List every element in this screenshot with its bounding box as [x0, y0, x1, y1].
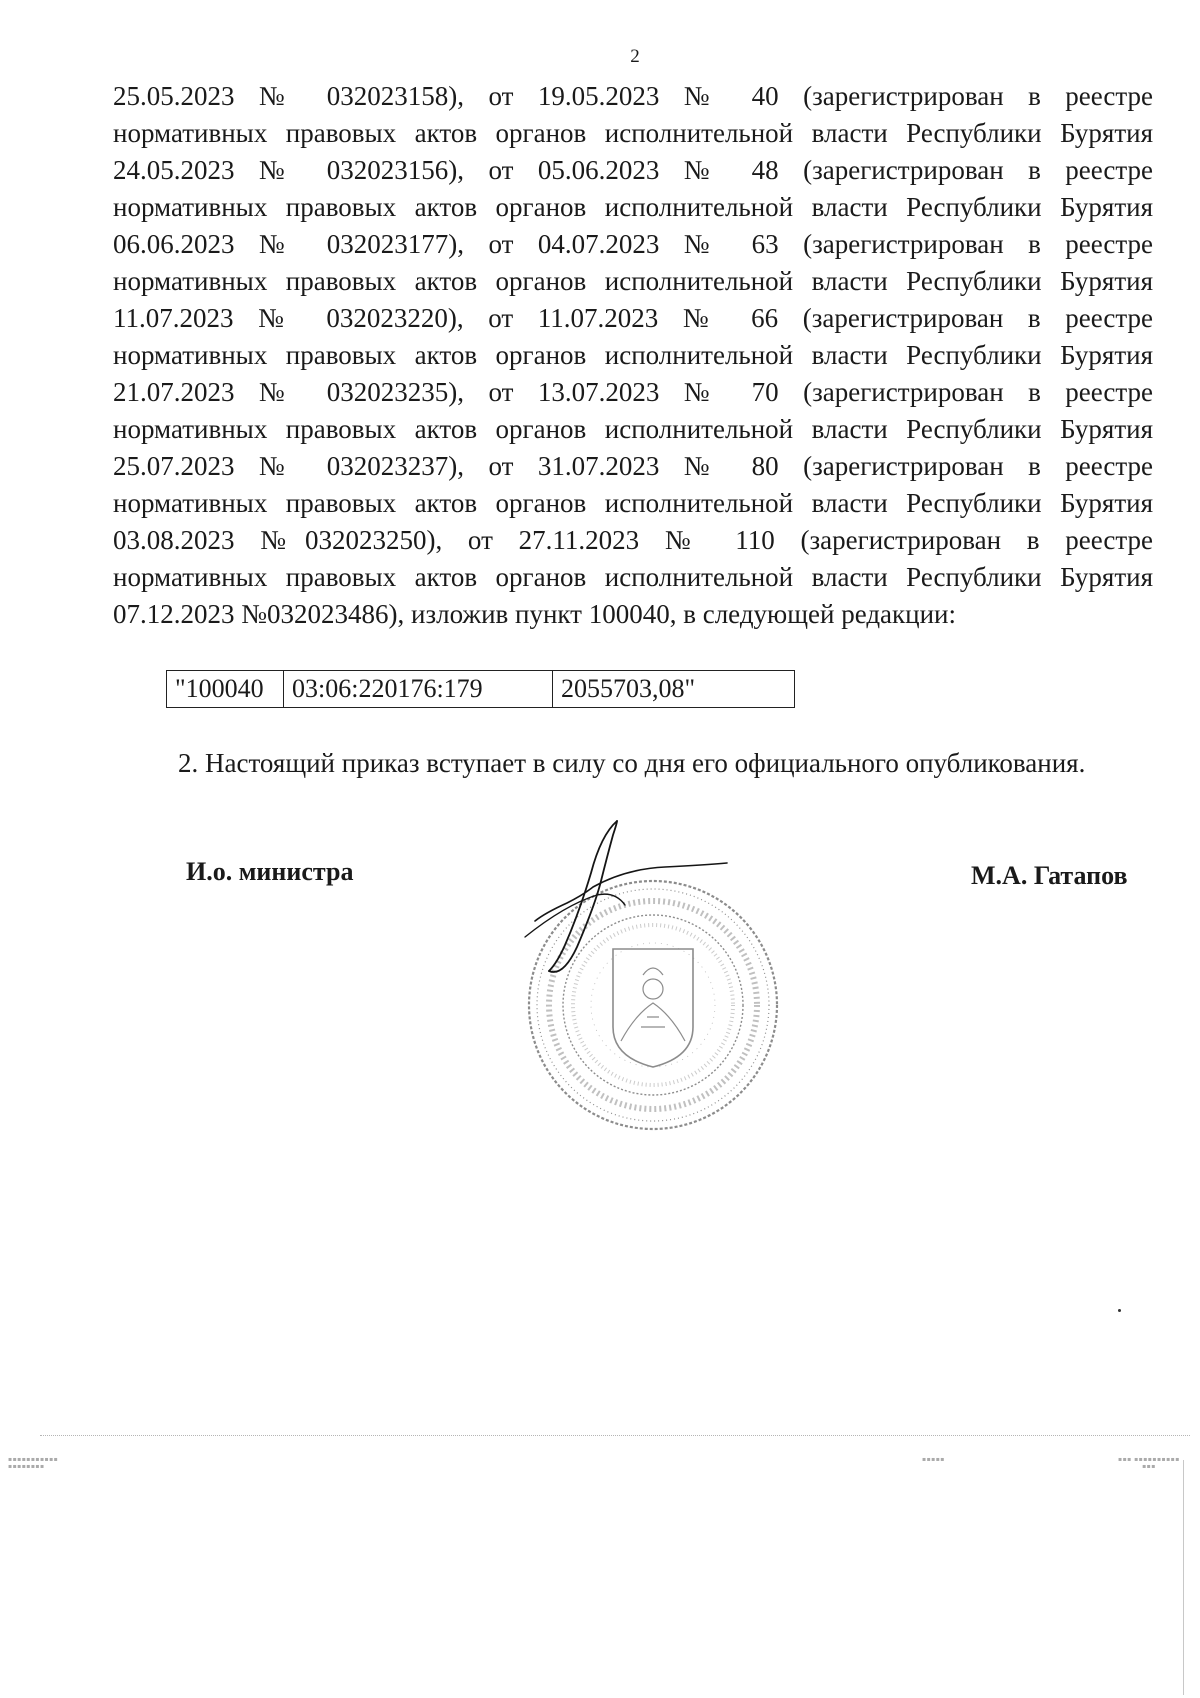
scan-edge-line — [1183, 1460, 1184, 1695]
body-line-last: 07.12.2023 №032023486), изложив пункт 100040, в следующей редакции: — [113, 599, 957, 629]
body-line: нормативных правовых актов органов исполнительной власти Республики Бурятия — [113, 118, 1153, 148]
body-line: 25.07.2023 № 032023237), от 31.07.2023 № 80 (зарегистрирован в реестре — [113, 451, 1153, 481]
body-line: нормативных правовых актов органов исполнительной власти Республики Бурятия — [113, 488, 1153, 518]
coat-of-arms-icon — [613, 949, 693, 1067]
seal-inner-ring — [563, 915, 743, 1095]
scan-footer-mark-left: ▪▪▪▪▪▪▪▪▪▪▪ ▪▪▪▪▪▪▪▪ — [8, 1456, 59, 1470]
order-body-text — [113, 78, 1153, 633]
table-cell-point-number: "100040 — [167, 671, 284, 708]
table-cell-cadastral-value: 2055703,08" — [553, 671, 795, 708]
signer-name: М.А. Гатапов — [971, 861, 1128, 890]
body-line: 11.07.2023 № 032023220), от 11.07.2023 № 66 (зарегистрирован в реестре — [113, 303, 1153, 333]
coat-of-arms-mountain — [621, 1003, 685, 1041]
coat-of-arms-soyombo — [641, 968, 665, 1027]
body-line: нормативных правовых актов органов исполнительной власти Республики Бурятия — [113, 414, 1153, 444]
body-line: 21.07.2023 № 032023235), от 13.07.2023 № 70 (зарегистрирован в реестре — [113, 377, 1153, 407]
scan-speck — [1118, 1309, 1121, 1312]
body-line: 24.05.2023 № 032023156), от 05.06.2023 № 48 (зарегистрирован в реестре — [113, 155, 1153, 185]
scan-footer-mark-right: ▪▪▪ ▪▪▪▪▪▪▪▪▪▪ ▪▪▪ — [1118, 1456, 1180, 1470]
body-line: нормативных правовых актов органов исполнительной власти Республики Бурятия — [113, 562, 1153, 592]
body-line: нормативных правовых актов органов исполнительной власти Республики Бурятия — [113, 340, 1153, 370]
official-seal — [529, 881, 777, 1129]
body-line: 25.05.2023 № 032023158), от 19.05.2023 № 40 (зарегистрирован в реестре — [113, 81, 1153, 111]
signer-title: И.о. министра — [186, 857, 354, 886]
body-line: нормативных правовых актов органов исполнительной власти Республики Бурятия — [113, 266, 1153, 296]
official-seal-and-signature — [505, 795, 805, 1135]
seal-text-band — [549, 901, 757, 1109]
body-line: 06.06.2023 № 032023177), от 04.07.2023 № 63 (зарегистрирован в реестре — [113, 229, 1153, 259]
table-cell-cadastral-number: 03:06:220176:179 — [284, 671, 553, 708]
page-number: 2 — [630, 46, 640, 67]
body-line: нормативных правовых актов органов исполнительной власти Республики Бурятия — [113, 192, 1153, 222]
scan-dotted-rule — [40, 1435, 1190, 1436]
seal-outer-ring — [529, 881, 777, 1129]
amendment-table — [166, 670, 795, 708]
point-two-text: 2. Настоящий приказ вступает в силу со дня его официального опубликования. — [178, 748, 1086, 778]
body-line: 03.08.2023 №032023250), от 27.11.2023 № 110 (зарегистрирован в реестре — [113, 525, 1153, 555]
scan-footer-mark-center: ▪▪▪▪▪ — [922, 1456, 945, 1463]
table-row — [167, 671, 795, 708]
coat-of-arms-sun — [643, 979, 663, 999]
seal-stamp-noise — [591, 943, 715, 1067]
